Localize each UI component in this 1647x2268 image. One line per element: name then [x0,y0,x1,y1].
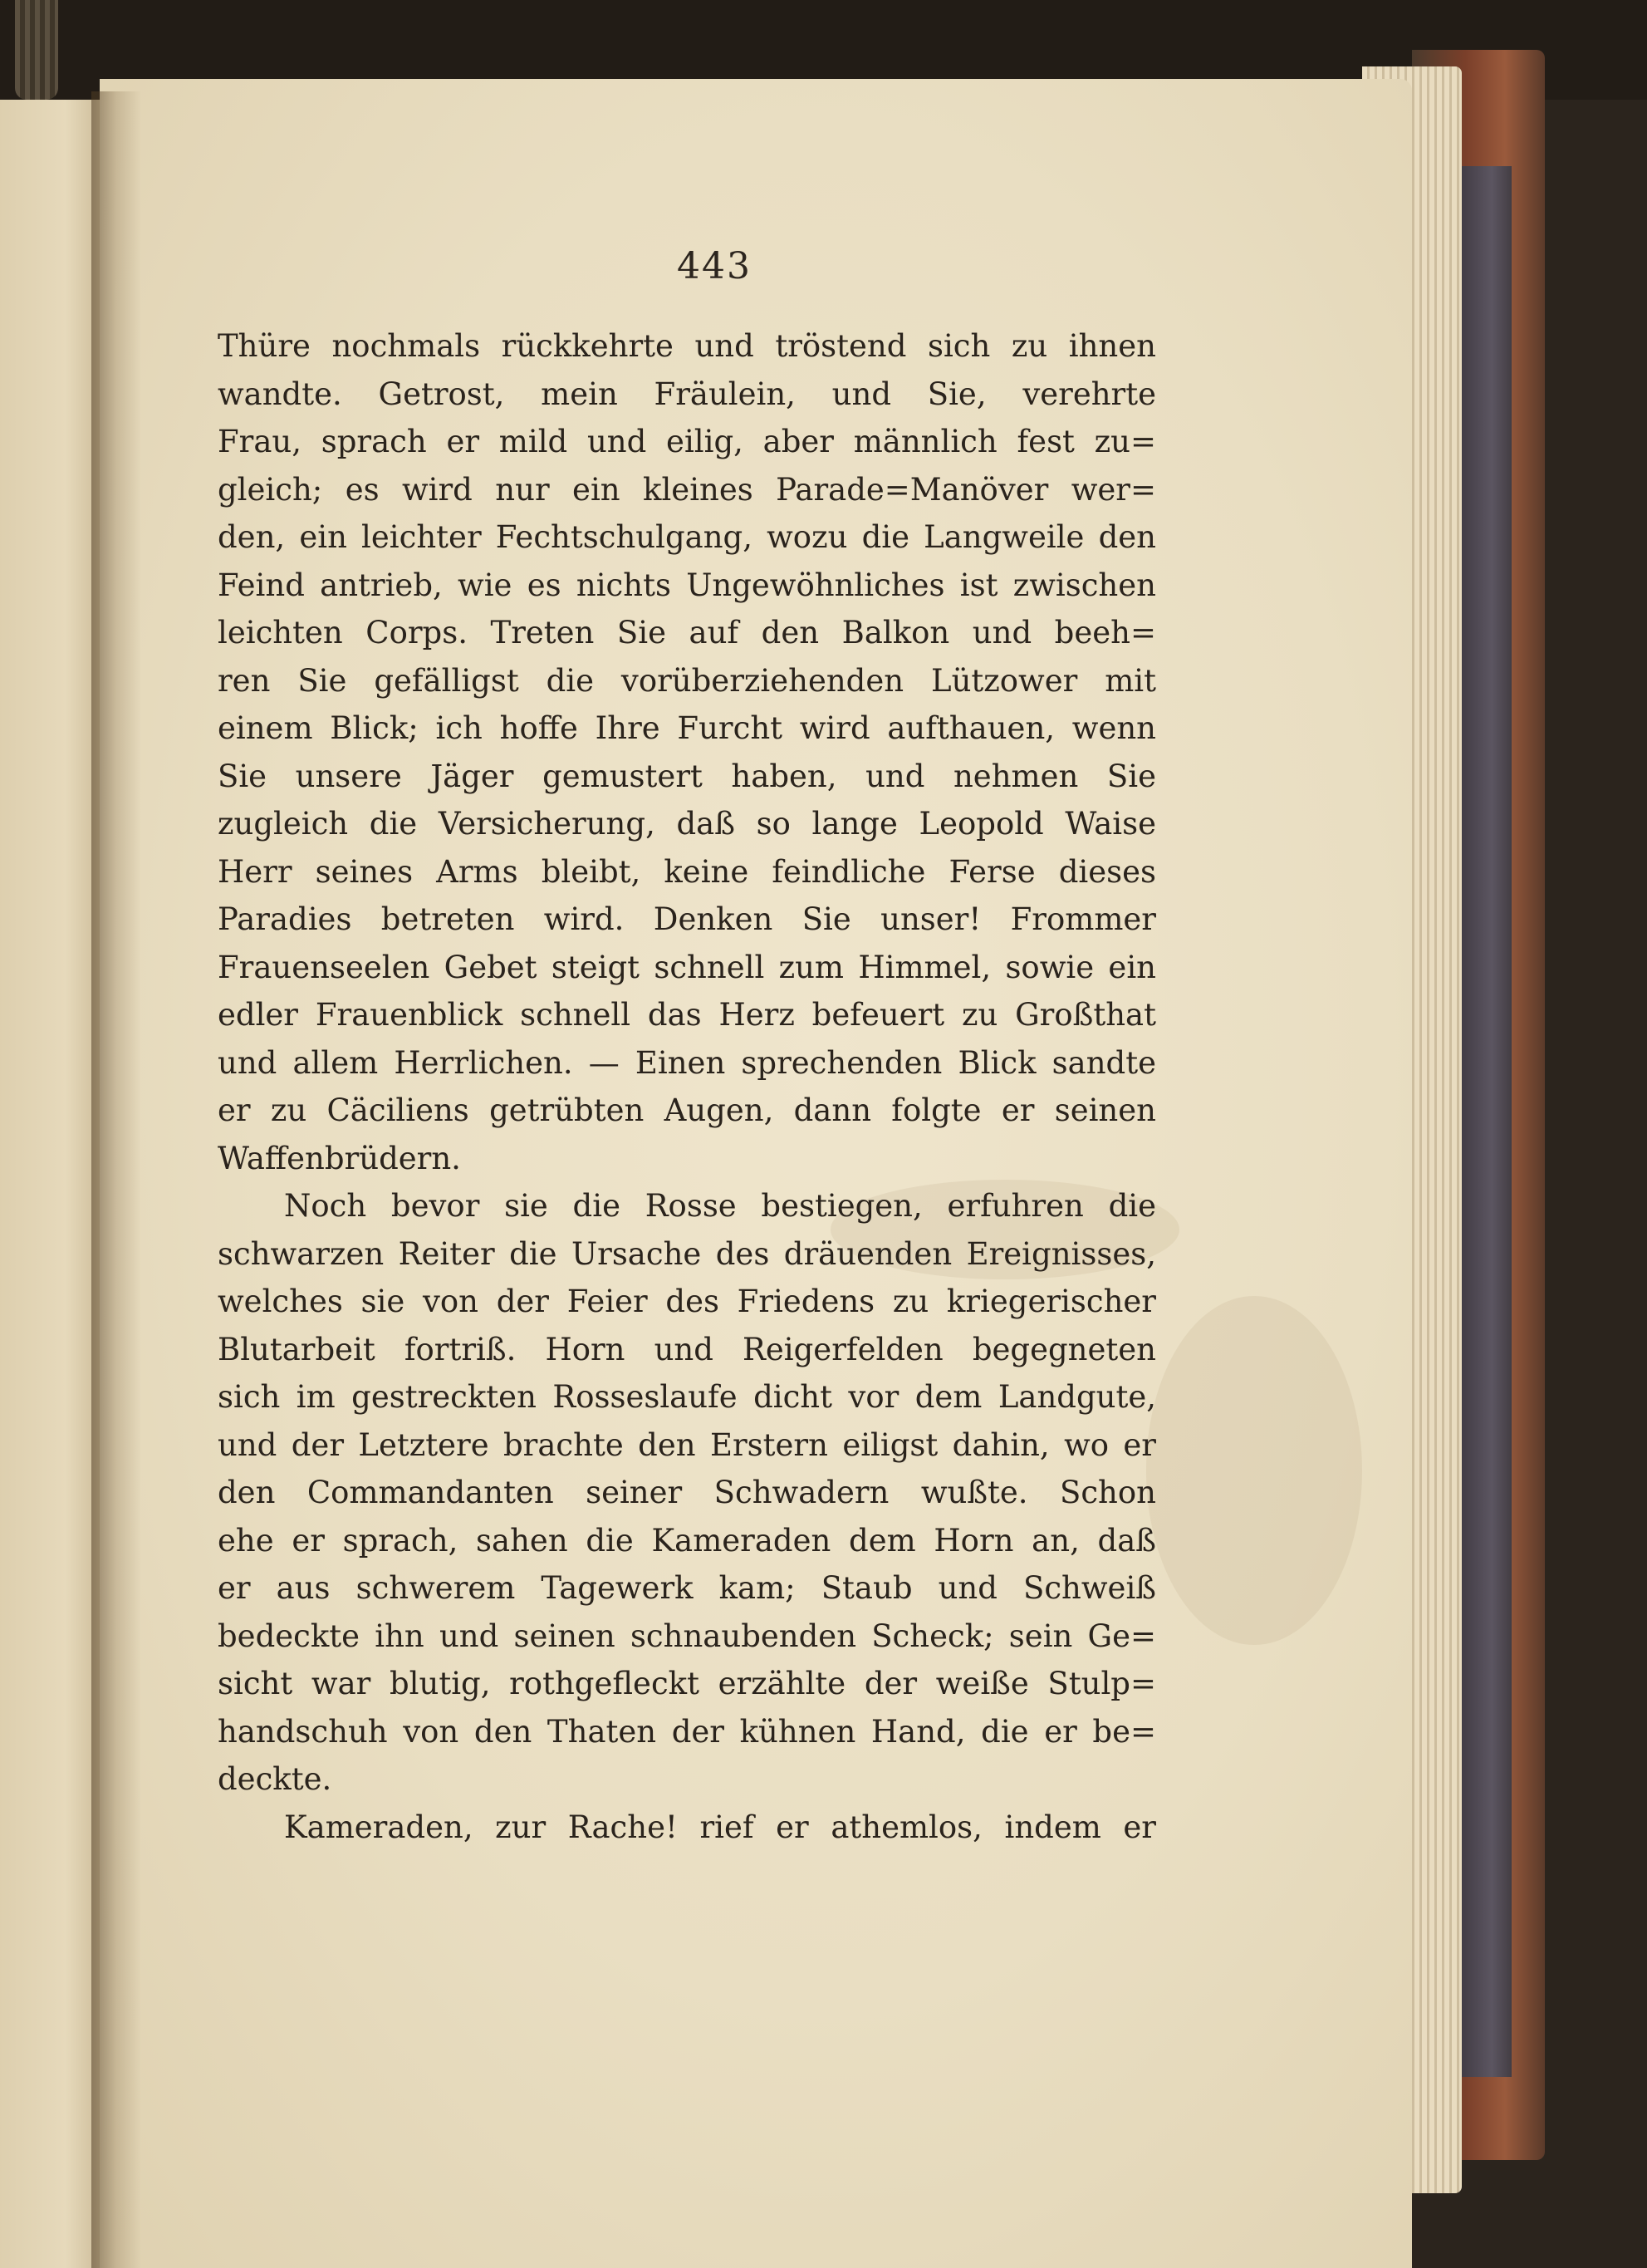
text-line: sicht war blutig, rothgefleckt erzählte der weiße Stulp= [218,1666,1156,1701]
text-line: und allem Herrlichen. — Einen sprechenden Blick sandte [218,1044,1156,1081]
text-line: Waffenbrüdern. [218,1140,461,1176]
text-line: Kameraden, zur Rache! rief er athemlos, indem er [284,1809,1156,1845]
page-number: 443 [677,245,752,287]
gutter-shadow [91,91,141,2268]
text-line: handschuh von den Thaten der kühnen Hand, die er be= [218,1713,1156,1750]
text-line: einem Blick; ich hoffe Ihre Furcht wird aufthauen, wenn [218,710,1156,746]
text-line: Herr seines Arms bleibt, keine feindliche Ferse dieses [218,853,1156,890]
text-line: ehe er sprach, sahen die Kameraden dem Horn an, daß [218,1522,1156,1559]
text-line: sich im gestreckten Rosseslaufe dicht vor dem Landgute, [218,1379,1156,1415]
text-line: bedeckte ihn und seinen schnaubenden Scheck; sein Ge= [218,1618,1156,1654]
text-line: gleich; es wird nur ein kleines Parade=Manöver wer= [218,471,1156,508]
text-line: er aus schwerem Tagewerk kam; Staub und Schweiß [218,1570,1156,1606]
text-line: Thüre nochmals rückkehrte und tröstend sich zu ihnen [218,328,1156,364]
text-line: schwarzen Reiter die Ursache des dräuenden Ereignisses, [218,1235,1156,1272]
text-line: den Commandanten seiner Schwadern wußte. Schon [218,1475,1156,1510]
text-line: er zu Cäciliens getrübten Augen, dann folgte er seinen [218,1092,1156,1128]
text-line: zugleich die Versicherung, daß so lange Leopold Waise [218,806,1156,842]
text-line: ren Sie gefälligst die vorüberziehenden Lützower mit [218,662,1156,699]
text-line: Noch bevor sie die Rosse bestiegen, erfuhren die [284,1188,1156,1224]
cloth-strap [15,0,58,100]
text-line: Sie unsere Jäger gemustert haben, und nehmen Sie [218,758,1156,794]
text-line: den, ein leichter Fechtschulgang, wozu die Langweile den [218,519,1156,555]
book-cover-band [1462,166,1512,2077]
text-line: welches sie von der Feier des Friedens zu kriegerischer [218,1284,1156,1319]
text-line: Frauenseelen Gebet steigt schnell zum Himmel, sowie ein [218,949,1156,985]
text-line: und der Letztere brachte den Erstern eiligst dahin, wo er [218,1426,1156,1463]
page-stain [1146,1296,1362,1645]
text-line: Paradies betreten wird. Denken Sie unser! Frommer [218,901,1156,937]
text-line: edler Frauenblick schnell das Herz befeuert zu Großthat [218,997,1156,1033]
text-line: wandte. Getrost, mein Fräulein, und Sie, verehrte [218,376,1156,412]
text-line: Feind antrieb, wie es nichts Ungewöhnliches ist zwischen [218,567,1156,603]
text-line: Blutarbeit fortriß. Horn und Reigerfelden begegneten [218,1331,1156,1367]
body-text [218,322,1156,1851]
text-line: deckte. [218,1761,332,1797]
text-line: Frau, sprach er mild und eilig, aber männlich fest zu= [218,424,1156,459]
text-line: leichten Corps. Treten Sie auf den Balkon und beeh= [218,615,1156,650]
